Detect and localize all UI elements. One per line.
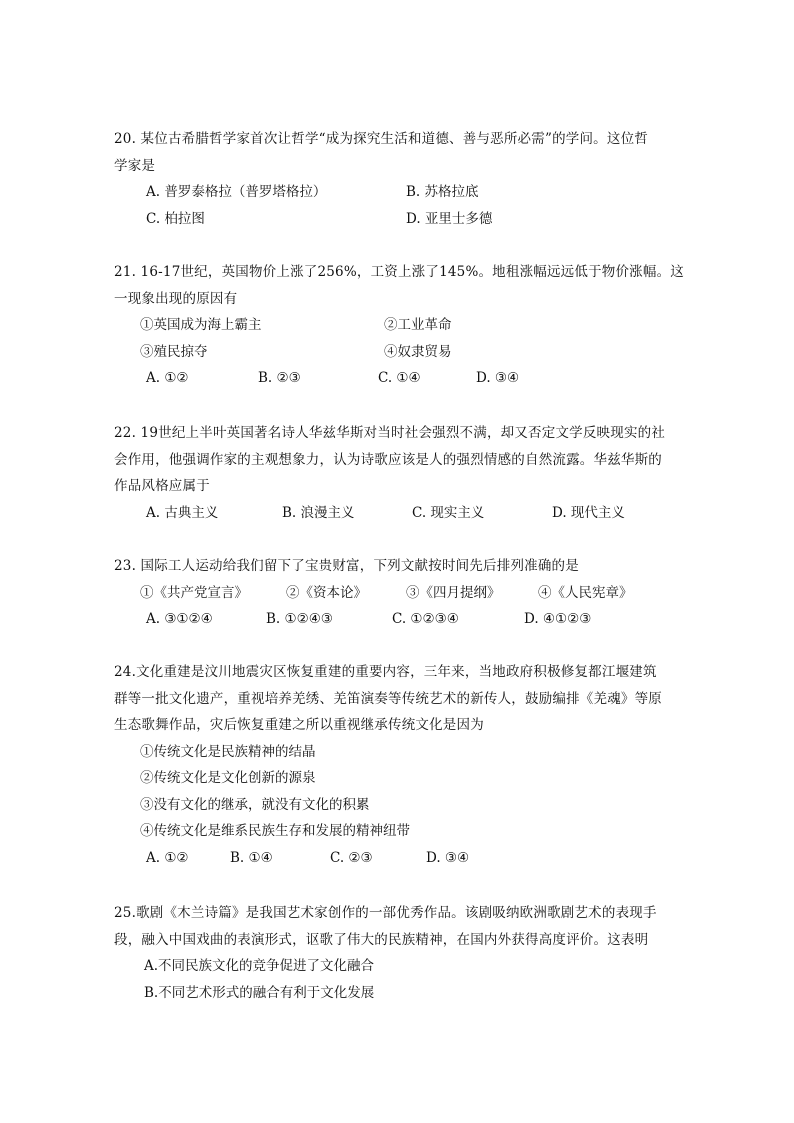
option-c: C. ①②③④ xyxy=(392,611,459,627)
item-3: ③《四月提纲》 xyxy=(406,584,501,601)
question-25 xyxy=(114,900,684,1006)
option-c: C. 现实主义 xyxy=(412,504,485,521)
option-c: C. 柏拉图 xyxy=(146,210,205,227)
option-a: A.不同民族文化的竞争促进了文化融合 xyxy=(144,958,375,974)
question-stem-line: 23. 国际工人运动给我们留下了宝贵财富，下列文献按时间先后排列准确的是 xyxy=(114,558,579,574)
option-c: C. ①④ xyxy=(378,370,421,386)
option-b: B. 浪漫主义 xyxy=(282,504,355,521)
options-row xyxy=(114,179,684,206)
statement-1: ①传统文化是民族精神的结晶 xyxy=(140,743,316,760)
option-a: A. 古典主义 xyxy=(146,504,219,521)
question-21 xyxy=(114,259,684,392)
question-stem-line: 22. 19世纪上半叶英国著名诗人华兹华斯对当时社会强烈不满，却又否定文学反映现实的社 xyxy=(114,425,666,441)
question-20 xyxy=(114,126,684,232)
option-a: A. ①② xyxy=(146,849,189,866)
statement-2: ②传统文化是文化创新的源泉 xyxy=(140,770,316,786)
option-d: D. 现代主义 xyxy=(552,504,625,521)
question-24 xyxy=(114,659,684,871)
item-2: ②工业革命 xyxy=(384,317,452,333)
item-1: ①《共产党宣言》 xyxy=(140,584,248,601)
items-row xyxy=(114,339,684,366)
item-3: ③殖民掠夺 xyxy=(140,343,208,360)
question-23 xyxy=(114,553,684,633)
options-row xyxy=(114,606,684,633)
option-b: B. ②③ xyxy=(258,370,301,386)
option-a: A. ①② xyxy=(146,370,189,386)
option-d: D. ③④ xyxy=(426,849,470,866)
items-row xyxy=(114,312,684,339)
option-b: B. ①②④③ xyxy=(266,611,333,627)
question-stem-line: 群等一批文化遗产，重视培养羌绣、羌笛演奏等传统艺术的新传人，鼓励编排《羌魂》等原 xyxy=(114,690,662,707)
option-b: B.不同艺术形式的融合有利于文化发展 xyxy=(144,984,375,1001)
question-stem-line: 学家是 xyxy=(114,157,156,174)
item-4: ④奴隶贸易 xyxy=(384,343,452,360)
option-b: B. 苏格拉底 xyxy=(406,184,479,200)
statement-4: ④传统文化是维系民族生存和发展的精神纽带 xyxy=(140,823,410,839)
options-row xyxy=(114,206,684,233)
items-row xyxy=(114,580,684,607)
question-stem-line: 21. 16-17世纪，英国物价上涨了256%，工资上涨了145%。地租涨幅远远低于物价涨幅。这 xyxy=(114,264,684,280)
option-c: C. ②③ xyxy=(330,849,373,866)
option-d: D. ④①②③ xyxy=(524,611,592,627)
options-row xyxy=(114,365,684,392)
item-2: ②《资本论》 xyxy=(286,584,367,601)
option-b: B. ①④ xyxy=(230,849,273,866)
options-row xyxy=(114,845,684,872)
question-22 xyxy=(114,420,684,526)
question-stem-line: 生态歌舞作品，灾后恢复重建之所以重视继承传统文化是因为 xyxy=(114,717,484,733)
question-stem-line: 一现象出现的原因有 xyxy=(114,290,238,307)
option-d: D. ③④ xyxy=(476,370,520,386)
option-a: A. 普罗泰格拉（普罗塔格拉） xyxy=(146,184,327,200)
item-1: ①英国成为海上霸主 xyxy=(140,317,262,333)
statement-3: ③没有文化的继承，就没有文化的积累 xyxy=(140,796,370,813)
options-row xyxy=(114,500,684,527)
question-stem-line: 段，融入中国戏曲的表演形式，讴歌了伟大的民族精神，在国内外获得高度评价。这表明 xyxy=(114,931,649,948)
option-a: A. ③①②④ xyxy=(146,611,213,627)
question-stem-line: 25.歌剧《木兰诗篇》是我国艺术家创作的一部优秀作品。该剧吸纳欧洲歌剧艺术的表现手 xyxy=(114,905,657,921)
question-stem-line: 20. 某位古希腊哲学家首次让哲学“成为探究生活和道德、善与恶所必需”的学问。这位哲 xyxy=(114,131,648,147)
question-stem-line: 24.文化重建是汶川地震灾区恢复重建的重要内容，三年来，当地政府积极修复都江堰建筑 xyxy=(114,664,657,680)
item-4: ④《人民宪章》 xyxy=(538,584,633,601)
option-d: D. 亚里士多德 xyxy=(406,210,493,227)
question-stem-line: 会作用，他强调作家的主观想象力，认为诗歌应该是人的强烈情感的自然流露。华兹华斯的 xyxy=(114,451,662,468)
question-stem-line: 作品风格应属于 xyxy=(114,478,210,494)
